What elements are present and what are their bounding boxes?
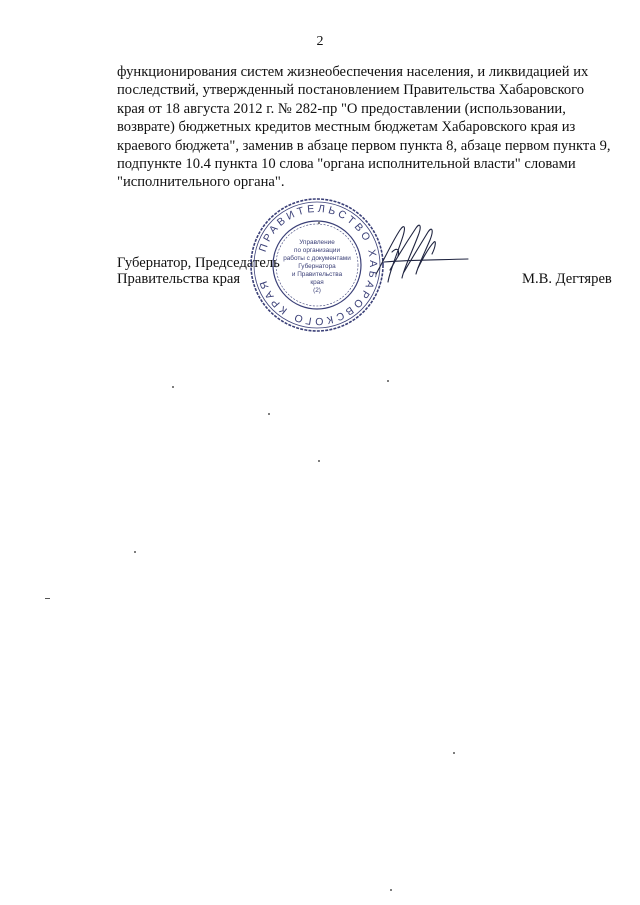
svg-text:и Правительства: и Правительства [291,271,343,278]
scan-speck [387,380,389,382]
svg-text:Губернатора: Губернатора [298,263,336,270]
scan-speck [453,752,455,754]
scan-speck [45,598,50,599]
body-line: "исполнительного органа". [117,174,285,191]
seal-ring-text: ПРАВИТЕЛЬСТВО ХАБАРОВСКОГО КРАЯ [256,202,380,328]
body-line: функционирования систем жизнеобеспечения населения, и ликвидацией их [117,64,589,80]
scan-speck [318,222,320,224]
scan-speck [268,413,270,415]
scan-speck [134,551,136,553]
signer-name: М.В. Дегтярев [522,271,612,287]
page-number: 2 [316,34,324,49]
svg-text:по организации: по организации [293,247,341,254]
scan-speck [172,386,174,388]
handwritten-signature [370,212,470,290]
body-line: возврате) бюджетных кредитов местным бюджетам Хабаровского края из [117,119,576,136]
body-line: края от 18 августа 2012 г. № 282-пр "О предоставлении (использовании, [117,100,566,117]
signatory-title-line-2: Правительства края [117,271,241,287]
body-paragraph [117,63,611,192]
official-seal-stamp [249,197,385,333]
scan-speck [318,460,320,462]
body-line: последствий, утвержденный постановлением Правительства Хабаровского [117,82,585,99]
body-line: подпункте 10.4 пункта 10 слова "органа исполнительной власти" словами [117,155,576,172]
body-line: краевого бюджета", заменив в абзаце первом пункта 8, абзаце первом пункта 9, [117,137,611,154]
svg-text:Управление: Управление [299,239,335,246]
signatory-title-line-1: Губернатор, Председатель [117,255,280,271]
scan-speck [390,889,392,891]
seal-center-text [283,239,351,294]
svg-text:работы с документами: работы с документами [283,255,351,262]
svg-text:края: края [310,279,324,286]
svg-text:(2): (2) [313,287,321,294]
